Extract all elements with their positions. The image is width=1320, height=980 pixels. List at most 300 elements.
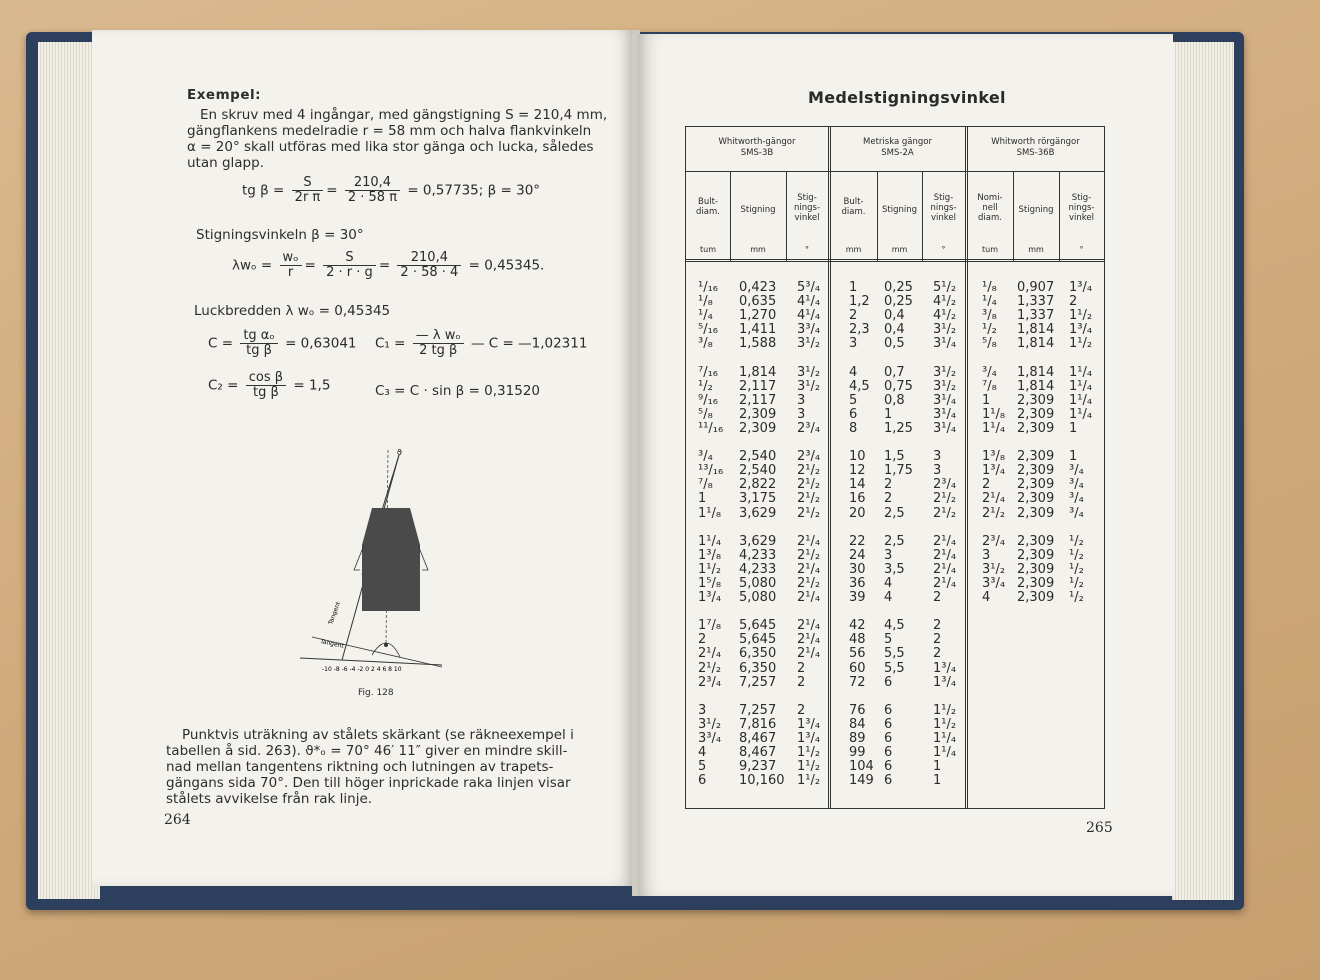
- table-cell: [797, 436, 820, 450]
- table-cell: 0,25: [884, 280, 913, 295]
- cutting-tool-shape: [362, 508, 420, 611]
- table-cell: [739, 436, 785, 450]
- table-cell: 2: [982, 477, 991, 493]
- table-cell: 2,117: [739, 378, 777, 394]
- table-cell: 1: [1069, 449, 1078, 465]
- table-cell: 1: [698, 491, 707, 507]
- table-cell: 10,160: [739, 773, 785, 789]
- tangent-label-1: Tangent: [327, 600, 343, 626]
- table-cell: [1069, 676, 1092, 690]
- table-cell: [797, 690, 820, 704]
- table-cell: 2: [797, 702, 806, 718]
- table-cell: 3¹/₂: [933, 322, 957, 338]
- table-cell: [1017, 351, 1054, 365]
- table-cell: ⁷/₈: [698, 477, 713, 493]
- table-cell: 1,75: [884, 463, 913, 479]
- table-cell: 1³/₄: [933, 660, 957, 676]
- table-cell: 0,5: [884, 336, 905, 352]
- table-cell: 2,309: [1017, 420, 1055, 436]
- table-cell: 4¹/₄: [797, 294, 821, 310]
- table-cell: 2³/₄: [797, 449, 821, 465]
- table-cell: 2¹/₂: [797, 491, 821, 507]
- table-cell: 5³/₄: [797, 280, 821, 295]
- table-cell: 4: [698, 745, 707, 761]
- table-cell: 6: [884, 702, 893, 718]
- table-cell: 2³/₄: [698, 674, 722, 690]
- table-cell: [982, 746, 1005, 760]
- table-cell: ³/₈: [982, 308, 997, 324]
- table-cell: 2: [933, 632, 942, 648]
- outro-line-5: stålets avvikelse från rak linje.: [166, 791, 373, 807]
- col-header-7: Nomi- nell diam.: [977, 193, 1003, 223]
- group-header-whitworth: Whitworth-gängor SMS-3B: [718, 137, 796, 158]
- table-cell: ¹/₂: [1069, 575, 1084, 591]
- table-cell: 1: [933, 759, 942, 775]
- table-cell: 1,337: [1017, 308, 1055, 324]
- table-cell: [884, 521, 913, 535]
- equation-c: C = $\frac{\text{tg αₒ}}{\text{tg β}}$ = 0,63041: [208, 328, 357, 358]
- table-cell: [797, 351, 820, 365]
- intro-line-2: gängflankens medelradie r = 58 mm och halva flankvinkeln: [187, 123, 592, 139]
- table-cell: 3: [933, 463, 942, 479]
- table-cell: [982, 647, 1005, 661]
- table-cell: 1³/₄: [933, 674, 957, 690]
- table-cell: 0,25: [884, 294, 913, 310]
- left-page: [92, 30, 635, 886]
- table-cell: 2¹/₄: [982, 491, 1006, 507]
- table-cell: 5,5: [884, 660, 905, 676]
- table-cell: 5: [884, 632, 893, 648]
- figure-128-diagram: [292, 445, 462, 685]
- table-cell: 1¹/₂: [933, 716, 957, 732]
- table-cell: 0,635: [739, 294, 777, 310]
- table-cell: [1017, 690, 1054, 704]
- table-cell: 1,814: [1017, 336, 1055, 352]
- table-cell: ⁵/₈: [698, 406, 713, 422]
- table-cell: 1¹/₄: [1069, 406, 1093, 422]
- table-cell: 2¹/₄: [933, 561, 957, 577]
- table-cell: 0,423: [739, 280, 777, 295]
- table-cell: 2¹/₂: [797, 505, 821, 521]
- table-cell: [982, 732, 1005, 746]
- table-cell: 5: [849, 392, 858, 408]
- table-cell: [849, 351, 874, 365]
- table-cell: 6: [884, 773, 893, 789]
- table-cell: 1: [982, 392, 991, 408]
- table-cell: [933, 690, 956, 704]
- table-cell: 12: [849, 463, 866, 479]
- table-cell: 6,350: [739, 646, 777, 662]
- table-cell: 3¹/₂: [797, 336, 821, 352]
- table-cell: [982, 718, 1005, 732]
- table-cell: 22: [849, 533, 866, 549]
- intro-line-4: utan glapp.: [187, 155, 264, 171]
- table-cell: 1³/₄: [1069, 322, 1093, 338]
- table-cell: [982, 774, 1005, 788]
- table-cell: 3: [933, 449, 942, 465]
- table-cell: 2¹/₄: [797, 533, 821, 549]
- table-cell: 2,822: [739, 477, 777, 493]
- table-cell: ⁵/₈: [982, 336, 997, 352]
- table-cell: ¹/₈: [982, 280, 997, 295]
- table-cell: 2,309: [1017, 505, 1055, 521]
- column-angle-whitworth: [797, 281, 820, 788]
- figure-caption: Fig. 128: [358, 688, 394, 698]
- table-cell: ¹/₄: [982, 294, 997, 310]
- table-cell: 4¹/₄: [797, 308, 821, 324]
- table-cell: 5,5: [884, 646, 905, 662]
- table-cell: 1¹/₈: [698, 505, 722, 521]
- unit-4: mm: [845, 245, 862, 254]
- table-cell: 3¹/₄: [933, 336, 957, 352]
- eq3-result: = 0,45345.: [468, 257, 545, 274]
- table-cell: 6: [884, 731, 893, 746]
- table-cell: ¹/₂: [1069, 547, 1084, 563]
- table-cell: 8: [849, 420, 858, 436]
- table-cell: ¹/₈: [698, 294, 713, 310]
- table-cell: ³/₄: [1069, 491, 1084, 507]
- eq1-result: = 0,57735; β = 30°: [407, 182, 541, 199]
- header-line-2: [686, 259, 1104, 262]
- table-cell: 1,814: [1017, 322, 1055, 338]
- table-cell: [1017, 732, 1054, 746]
- table-cell: [933, 351, 956, 365]
- table-cell: 14: [849, 477, 866, 493]
- table-cell: 3³/₄: [698, 731, 722, 746]
- equation-c2: C₂ = $\frac{\text{cos β}}{\text{tg β}}$ = 1,5: [208, 370, 331, 400]
- table-cell: 1,270: [739, 308, 777, 324]
- table-cell: ¹¹/₁₆: [698, 420, 724, 436]
- table-cell: 3¹/₄: [933, 420, 957, 436]
- col-header-1: Bult- diam.: [696, 197, 720, 217]
- eq3-lhs: λwₒ =: [232, 257, 273, 274]
- table-cell: 1⁵/₈: [698, 575, 722, 591]
- table-cell: 2: [797, 674, 806, 690]
- table-cell: [698, 605, 723, 619]
- table-cell: 2,540: [739, 449, 777, 465]
- table-cell: [1069, 521, 1092, 535]
- table-cell: 6,350: [739, 660, 777, 676]
- equation-stigningsvinkel: Stigningsvinkeln β = 30°: [196, 227, 364, 243]
- table-cell: 3¹/₂: [933, 364, 957, 380]
- table-cell: 2¹/₄: [933, 533, 957, 549]
- table-cell: 2: [698, 632, 707, 648]
- table-cell: 2,3: [849, 322, 870, 338]
- table-cell: [1069, 690, 1092, 704]
- table-cell: ³/₄: [1069, 505, 1084, 521]
- table-cell: 1³/₄: [982, 463, 1006, 479]
- table-cell: 2¹/₂: [797, 575, 821, 591]
- table-cell: [1069, 774, 1092, 788]
- table-cell: [1017, 436, 1054, 450]
- table-cell: [933, 521, 956, 535]
- table-cell: 2: [884, 477, 893, 493]
- group-divider-2: [965, 127, 968, 808]
- table-cell: 6: [884, 674, 893, 690]
- table-cell: [1017, 718, 1054, 732]
- table-cell: 2¹/₂: [797, 477, 821, 493]
- table-cell: 1³/₈: [698, 547, 722, 563]
- table-cell: 2: [933, 618, 942, 634]
- table-cell: 3: [797, 392, 806, 408]
- eq3-fraction-1: $\frac{\text{wₒ}}{r}$: [280, 251, 302, 280]
- table-cell: [1069, 718, 1092, 732]
- table-cell: 1³/₄: [698, 590, 722, 606]
- outro-line-3: nad mellan tangentens riktning och lutningen av trapets-: [166, 759, 554, 775]
- table-cell: [982, 690, 1005, 704]
- column-angle-metric: [933, 281, 956, 788]
- table-cell: [1017, 521, 1054, 535]
- table-cell: [797, 521, 820, 535]
- unit-2: mm: [750, 245, 766, 254]
- unit-6: °: [941, 245, 946, 254]
- table-cell: 2,309: [1017, 561, 1055, 577]
- table-cell: 1¹/₂: [797, 759, 821, 775]
- page-edges-left: [38, 42, 100, 899]
- table-cell: ³/₄: [698, 449, 713, 465]
- table-cell: [739, 521, 785, 535]
- table-cell: [1069, 732, 1092, 746]
- table-cell: 3: [797, 406, 806, 422]
- table-cell: 2¹/₄: [797, 590, 821, 606]
- table-cell: [1017, 662, 1054, 676]
- table-cell: 1¹/₂: [1069, 308, 1093, 324]
- table-cell: 2¹/₂: [933, 505, 957, 521]
- table-cell: 3,5: [884, 561, 905, 577]
- table-cell: 2¹/₄: [933, 575, 957, 591]
- table-cell: 2¹/₂: [698, 660, 722, 676]
- outro-line-1: Punktvis uträkning av stålets skärkant (se räkneexempel i: [182, 727, 574, 743]
- column-angle-pipe: [1069, 281, 1092, 788]
- table-cell: 2,309: [1017, 463, 1055, 479]
- table-cell: 1¹/₄: [1069, 378, 1093, 394]
- table-cell: 1¹/₄: [1069, 364, 1093, 380]
- table-cell: 5,080: [739, 590, 777, 606]
- eq1-fraction-1: $\frac{S}{\text{2r π}}$: [292, 176, 324, 205]
- column-bolt-diam-inch: [698, 281, 723, 788]
- column-pitch-metric: [884, 281, 913, 788]
- eq3-fraction-3: $\frac{210,4}{2 \cdot 58 \cdot 4}$: [397, 251, 461, 280]
- table-cell: 2¹/₄: [797, 632, 821, 648]
- table-cell: ¹/₁₆: [698, 280, 719, 295]
- table-cell: 2,309: [1017, 547, 1055, 563]
- table-cell: 2,309: [739, 406, 777, 422]
- table-cell: [698, 521, 723, 535]
- table-cell: 2,540: [739, 463, 777, 479]
- table-cell: 1¹/₈: [982, 406, 1006, 422]
- table-cell: [1017, 676, 1054, 690]
- table-cell: 72: [849, 674, 866, 690]
- table-title: Medelstigningsvinkel: [808, 88, 1006, 107]
- table-cell: [982, 351, 1005, 365]
- table-cell: 1¹/₄: [982, 420, 1006, 436]
- table-cell: 60: [849, 660, 866, 676]
- table-cell: 104: [849, 759, 874, 775]
- table-cell: 1¹/₂: [698, 561, 722, 577]
- table-cell: 5,080: [739, 575, 777, 591]
- eq1-lhs: tg β =: [242, 182, 285, 199]
- table-cell: 39: [849, 590, 866, 606]
- table-cell: ¹/₄: [698, 308, 713, 324]
- table-cell: [1017, 774, 1054, 788]
- table-cell: 42: [849, 618, 866, 634]
- table-cell: 5¹/₂: [933, 280, 957, 295]
- table-cell: 1¹/₂: [797, 745, 821, 761]
- table-cell: 3¹/₂: [797, 364, 821, 380]
- table-cell: 1,814: [1017, 364, 1055, 380]
- unit-1: tum: [700, 245, 716, 254]
- table-cell: [1069, 704, 1092, 718]
- table-cell: [884, 436, 913, 450]
- table-cell: [982, 662, 1005, 676]
- table-cell: 0,907: [1017, 280, 1055, 295]
- table-cell: 1⁷/₈: [698, 618, 722, 634]
- table-cell: 2,309: [1017, 590, 1055, 606]
- table-cell: [1017, 647, 1054, 661]
- table-cell: [982, 704, 1005, 718]
- table-cell: 1¹/₄: [698, 533, 722, 549]
- col-header-8: Stigning: [1018, 205, 1054, 215]
- table-cell: 9,237: [739, 759, 777, 775]
- table-cell: 2,309: [1017, 406, 1055, 422]
- intro-line-3: α = 20° skall utföras med lika stor gänga och lucka, således: [187, 139, 594, 155]
- table-cell: 30: [849, 561, 866, 577]
- table-cell: 2¹/₄: [797, 618, 821, 634]
- table-cell: 7,816: [739, 716, 777, 732]
- table-cell: 20: [849, 505, 866, 521]
- table-cell: 6: [849, 406, 858, 422]
- table-cell: 2,309: [1017, 575, 1055, 591]
- table-cell: 2: [884, 491, 893, 507]
- table-cell: 3,175: [739, 491, 777, 507]
- intro-line-1: En skruv med 4 ingångar, med gängstigning S = 210,4 mm,: [200, 107, 608, 123]
- table-cell: 4,233: [739, 561, 777, 577]
- table-cell: 4¹/₂: [933, 294, 957, 310]
- table-cell: ⁵/₁₆: [698, 322, 719, 338]
- table-cell: 48: [849, 632, 866, 648]
- table-cell: [1069, 633, 1092, 647]
- table-cell: [982, 619, 1005, 633]
- table-cell: 2,309: [1017, 491, 1055, 507]
- table-cell: 2³/₄: [982, 533, 1006, 549]
- equation-c3: C₃ = C · sin β = 0,31520: [375, 383, 540, 399]
- table-cell: 2,309: [1017, 477, 1055, 493]
- table-cell: [1017, 746, 1054, 760]
- table-cell: 2: [1069, 294, 1078, 310]
- column-nominal-diam: [982, 281, 1005, 788]
- table-cell: ¹/₂: [1069, 561, 1084, 577]
- table-cell: 5,645: [739, 632, 777, 648]
- col-header-3: Stig- nings- vinkel: [793, 193, 821, 223]
- table-cell: [849, 690, 874, 704]
- col-header-4: Bult- diam.: [841, 197, 866, 217]
- outro-line-4: gängans sida 70°. Den till höger inprickade raka linjen visar: [166, 775, 571, 791]
- table-cell: 56: [849, 646, 866, 662]
- table-cell: ³/₈: [698, 336, 713, 352]
- table-cell: 6: [884, 745, 893, 761]
- table-cell: 2¹/₄: [797, 561, 821, 577]
- col-header-2: Stigning: [740, 205, 776, 215]
- table-cell: 2,309: [1017, 533, 1055, 549]
- table-cell: 4: [982, 590, 991, 606]
- table-cell: 3³/₄: [982, 575, 1006, 591]
- table-cell: 1³/₈: [982, 449, 1006, 465]
- table-cell: 3¹/₂: [797, 378, 821, 394]
- table-cell: [739, 351, 785, 365]
- table-cell: [1069, 605, 1092, 619]
- table-cell: [982, 521, 1005, 535]
- col-header-5: Stigning: [881, 205, 918, 215]
- table-cell: 0,8: [884, 392, 905, 408]
- table-cell: [849, 521, 874, 535]
- table-cell: 2: [933, 590, 942, 606]
- table-cell: 2¹/₂: [797, 547, 821, 563]
- table-cell: 2¹/₂: [982, 505, 1006, 521]
- table-cell: [1017, 619, 1054, 633]
- unit-8: mm: [1028, 245, 1044, 254]
- table-cell: [982, 605, 1005, 619]
- table-cell: 3: [982, 547, 991, 563]
- tangent-label-2: Tangent: [319, 638, 345, 650]
- table-cell: [884, 605, 913, 619]
- col-header-6: Stig- nings- vinkel: [930, 193, 957, 223]
- table-cell: 0,4: [884, 322, 905, 338]
- table-cell: 10: [849, 449, 866, 465]
- table-cell: [1017, 760, 1054, 774]
- table-cell: 1³/₄: [1069, 280, 1093, 295]
- page-number-right: 265: [1086, 820, 1113, 836]
- table-cell: [849, 605, 874, 619]
- table-cell: [884, 690, 913, 704]
- table-cell: 3,629: [739, 505, 777, 521]
- table-cell: 1: [933, 773, 942, 789]
- table-cell: [982, 633, 1005, 647]
- table-cell: [698, 436, 723, 450]
- table-cell: [982, 760, 1005, 774]
- table-cell: 3: [698, 702, 707, 718]
- column-pitch-whitworth: [739, 281, 785, 788]
- table-cell: ¹/₂: [698, 378, 713, 394]
- table-cell: 6: [884, 716, 893, 732]
- table-cell: 1,5: [884, 449, 905, 465]
- table-cell: 3³/₄: [797, 322, 821, 338]
- table-cell: 2,5: [884, 533, 905, 549]
- table-cell: 4: [884, 575, 893, 591]
- table-cell: 1,411: [739, 322, 777, 338]
- table-cell: 149: [849, 773, 874, 789]
- table-cell: 1,814: [1017, 378, 1055, 394]
- svg-text:ϑ: ϑ: [397, 448, 402, 457]
- page-edges-right: [1172, 42, 1234, 900]
- table-cell: [1069, 746, 1092, 760]
- table-cell: [933, 605, 956, 619]
- table-cell: 1¹/₄: [933, 745, 957, 761]
- table-cell: 2,309: [739, 420, 777, 436]
- table-cell: [1069, 436, 1092, 450]
- thread-angle-table: [685, 126, 1105, 809]
- table-cell: 2,5: [884, 505, 905, 521]
- table-cell: 7,257: [739, 674, 777, 690]
- table-cell: [1017, 633, 1054, 647]
- table-cell: 6: [884, 759, 893, 775]
- table-cell: 1³/₄: [797, 731, 821, 746]
- table-cell: 2¹/₄: [933, 547, 957, 563]
- table-cell: 2³/₄: [797, 420, 821, 436]
- group-header-rorgangor: Whitworth rörgängor SMS-36B: [991, 137, 1080, 158]
- table-cell: 4: [849, 364, 858, 380]
- unit-9: °: [1079, 245, 1084, 254]
- example-heading: Exempel:: [187, 87, 261, 103]
